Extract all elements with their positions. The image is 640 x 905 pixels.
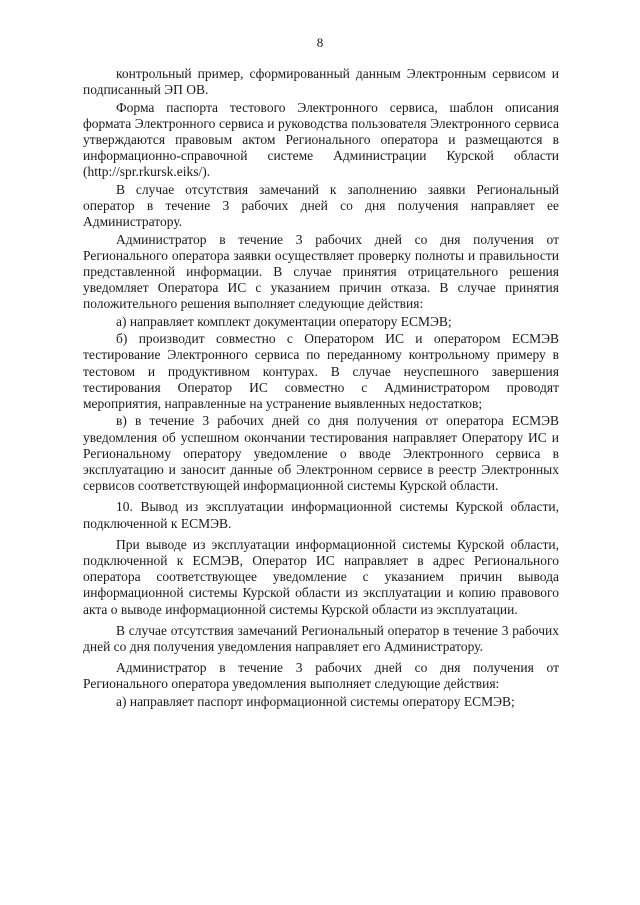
paragraph-control-example: контрольный пример, сформированный данным Электронным сервисом и подписанный ЭП ОВ. [83,66,559,98]
paragraph-administrator-actions: Администратор в течение 3 рабочих дней со дня получения от Регионального оператора уведомления выполняет следующие действия: [83,660,559,692]
list-item-a-passport: а) направляет паспорт информационной системы оператору ЕСМЭВ; [116,693,515,709]
list-item-c-notification: в) в течение 3 рабочих дней со дня получения от оператора ЕСМЭВ уведомления об успешном окончании тестирования направляет Оператору ИС и Региональному оператору уведомление о вводе Электронного сервиса в эксплуатацию и заносит данные об Электронном сервисе в реестр Электронных сервисов соответствующей информационной системы Курской области. [83,413,559,494]
list-item-a-documentation: а) направляет комплект документации оператору ЕСМЭВ; [116,313,452,329]
paragraph-administrator-check: Администратор в течение 3 рабочих дней со дня получения от Регионального оператора заявки осуществляет проверку полноты и правильности представленной информации. В случае принятия отрицательного решения уведомляет Оператора ИС с указанием причин отказа. В случае принятия положительного решения выполняет следующие действия: [83,231,559,312]
paragraph-passport-form: Форма паспорта тестового Электронного сервиса, шаблон описания формата Электронного сервиса и руководства пользователя Электронного сервиса утверждаются правовым актом Регионального оператора и размещаются в информационно-справочной системе Администрации Курской области (http://spr.rkursk.eiks/). [83,99,559,180]
list-item-b-testing: б) производит совместно с Оператором ИС и оператором ЕСМЭВ тестирование Электронного сервиса по переданному контрольному примеру в тестовом и продуктивном контурах. В случае неуспешного завершения тестирования Оператор ИС совместно с Администратором проводят мероприятия, направленные на устранение выявленных недостатков; [83,331,559,411]
section-heading-decommissioning: 10. Вывод из эксплуатации информационной системы Курской области, подключенной к ЕСМЭВ. [83,499,559,531]
paragraph-decommissioning-notice: При выводе из эксплуатации информационной системы Курской области, подключенной к ЕСМЭВ, Оператор ИС направляет в адрес Регионального оператора соответствующее уведомление с указанием причин вывода информационной системы Курской области из эксплуатации и копию правового акта о выводе информационной системы Курской области из эксплуатации. [83,536,559,617]
paragraph-no-remarks-application: В случае отсутствия замечаний к заполнению заявки Региональный оператор в течение 3 рабочих дней со дня получения направляет ее Администратору. [83,181,559,230]
page-number: 8 [316,35,324,50]
paragraph-no-remarks-notice: В случае отсутствия замечаний Региональный оператор в течение 3 рабочих дней со дня получения уведомления направляет его Администратору. [83,622,559,655]
document-body [83,66,559,711]
